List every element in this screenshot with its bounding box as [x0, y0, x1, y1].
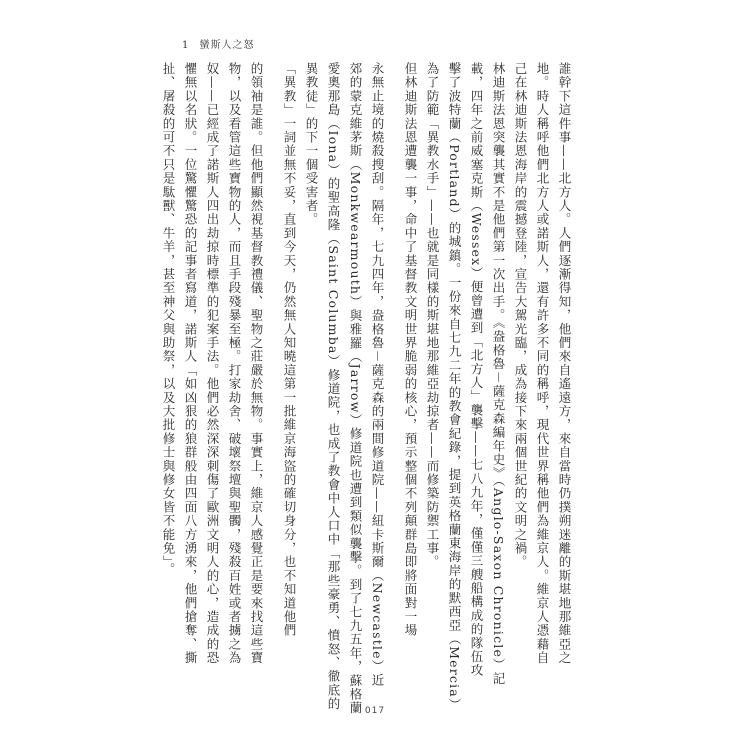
running-head	[182, 36, 255, 51]
text-line: 永無止境的燒殺搜刮。隔年，七九四年，盎格魯－薩克森的兩間修道院——紐卡斯爾（Newcastle）近	[370, 62, 385, 688]
text-line: 地。時人稱呼他們北方人或諾斯人，還有許多不同的稱呼，現代世界稱他們為維京人。維京人憑藉自	[535, 62, 550, 665]
page-number: 017	[364, 706, 386, 716]
text-line: 奴——已經成了諾斯人四出劫掠時標準的犯案手法。他們必然深深刺傷了歐洲文明人的心，造成的恐	[205, 62, 220, 665]
text-line: 林迪斯法恩突襲其實不是他們第一次出手。《盎格魯－薩克森編年史》（Anglo-Saxon Chronicle）記	[491, 62, 506, 686]
chapter-number: 1	[182, 40, 190, 51]
text-line: 的領袖是誰。但他們顯然視基督教禮儀、聖物之莊嚴於無物。事實上，維京人感覺正是要來找這些寶	[249, 62, 264, 665]
text-line: 扯、屠殺的可不只是駄獸、牛羊，甚至神父與助祭，以及大批修士與修女皆不能免」。	[161, 62, 176, 577]
text-line: 載，四年之前威塞克斯（Wessex）便曾遭到「北方人」襲擊——七八九年，僅僅三艘船構成的隊伍攻	[469, 62, 484, 678]
text-line: 己在林迪斯法恩海岸的震撼登陸，宣告大駕光臨，成為接下來兩個世紀的文明之禍。	[513, 62, 528, 569]
text-line: 異教徒」的下一個受害者。	[304, 62, 319, 227]
text-line: 「異教」一詞並無不妥，直到今天，仍然無人知曉這第一批維京海盜的確切身分，也不知道他們	[282, 62, 297, 638]
text-line: 懼無以名狀。一位驚懼驚恐的記事者寫道，諾斯人「如凶狠的狼群般由四面八方湧來，他們搶奪、撕	[183, 62, 198, 665]
text-line: 但林迪斯法恩遭襲一事，命中了基督教文明世界脆弱的核心，預示整個不列顛群島即將面對一場	[403, 62, 418, 638]
text-line: 郊的蒙克維茅斯（Monkwearmouth）與雅羅（Jarrow）修道院也遭到類似襲擊。到了七九五年，蘇格蘭	[348, 62, 363, 715]
text-line: 誰幹下這件事——北方人。人們逐漸得知，他們來自遙遠方，來自當時仍撲朔迷離的斯堪地那維亞之	[557, 62, 572, 665]
chapter-title: 蠻斯人之怒	[199, 40, 255, 51]
text-line: 愛奧那島（Iona）的聖高隆（Saint Columba）修道院，也成了教會中人口中「那些豪勇、憤怒、徹底的	[326, 62, 341, 711]
text-line: 擊了波特蘭（Portland）的城鎮。一份來自七九二年的教會紀錄，提到英格蘭東海岸的默西亞（Mercia）	[447, 62, 462, 712]
text-line: 為了防範「異教水手」——也就是同樣的斯堪地那維亞劫掠者——而修築防禦工事。	[425, 62, 440, 569]
text-line: 物，以及看管這些寶物的人，而且手段殘暴至極。打家劫舍、破壞祭壇與聖髑，殘殺百姓或者擄之為	[227, 62, 242, 665]
